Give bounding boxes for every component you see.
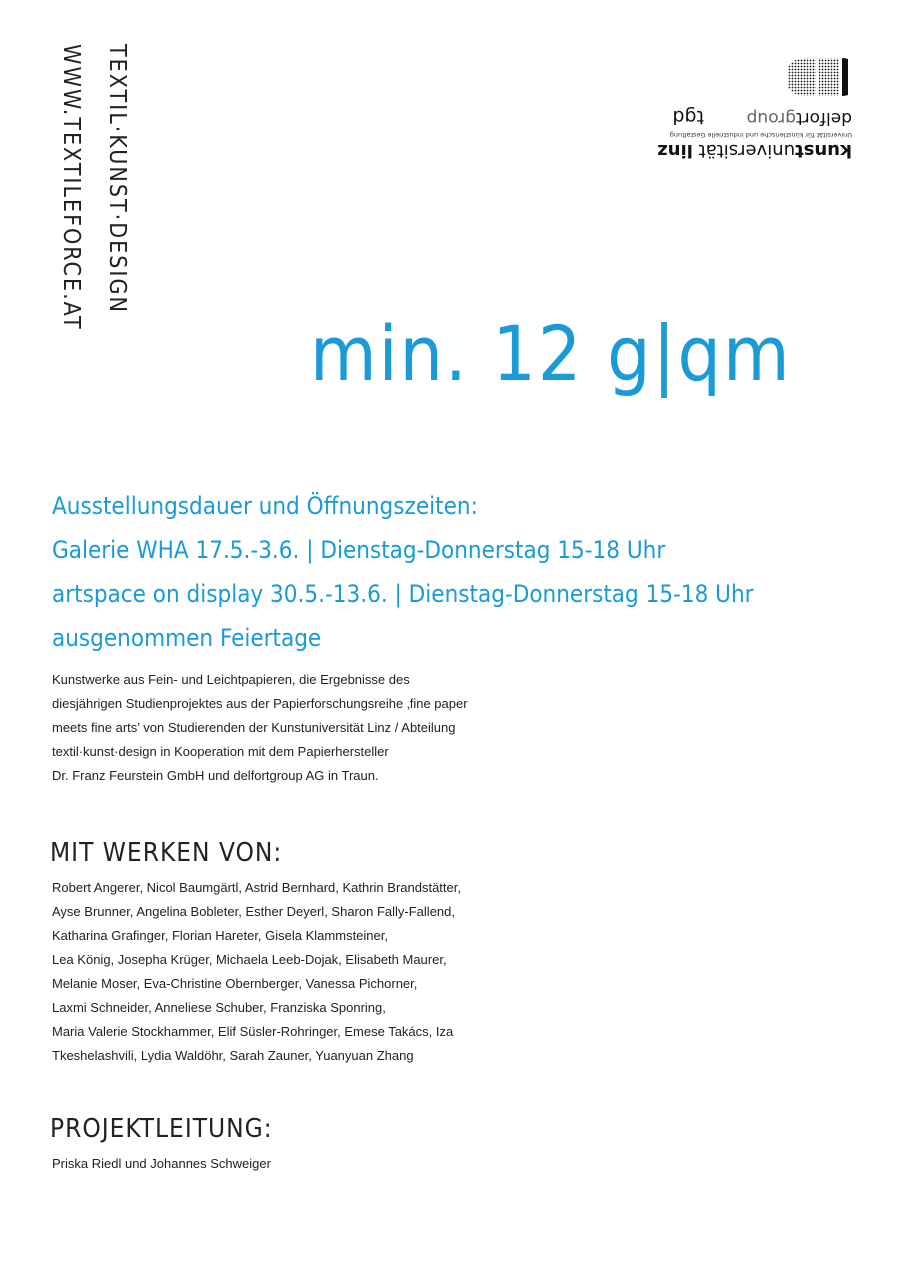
hours-artspace: artspace on display 30.5.-13.6. | Dienstag-Donnerstag 15-18 Uhr bbox=[52, 580, 754, 608]
side-text-textil-kunst-design: TEXTIL·KUNST·DESIGN bbox=[104, 44, 130, 314]
artists-line: Lea König, Josepha Krüger, Michaela Leeb-Dojak, Elisabeth Maurer, bbox=[52, 952, 447, 967]
sponsor-logos bbox=[612, 40, 852, 160]
artists-line: Katharina Grafinger, Florian Hareter, Gisela Klammsteiner, bbox=[52, 928, 388, 943]
delfortgroup-wordmark bbox=[747, 108, 852, 128]
artists-line: Tkeshelashvili, Lydia Waldöhr, Sarah Zauner, Yuanyuan Zhang bbox=[52, 1048, 414, 1063]
opening-hours bbox=[52, 484, 872, 660]
project-lead-heading: PROJEKTLEITUNG: bbox=[50, 1114, 273, 1144]
description-line: diesjährigen Studienprojektes aus der Papierforschungsreihe ‚fine paper bbox=[52, 696, 468, 711]
artists-line: Maria Valerie Stockhammer, Elif Süsler-Rohringer, Emese Takács, Iza bbox=[52, 1024, 454, 1039]
hours-galerie-wha: Galerie WHA 17.5.-3.6. | Dienstag-Donnerstag 15-18 Uhr bbox=[52, 536, 666, 564]
artists-list bbox=[52, 876, 492, 1068]
artists-line: Robert Angerer, Nicol Baumgärtl, Astrid Bernhard, Kathrin Brandstätter, bbox=[52, 880, 461, 895]
kunstuni-subtitle: Universität für künstlerische und industrielle Gestaltung bbox=[669, 131, 852, 139]
delfortgroup-logo bbox=[612, 48, 852, 128]
hours-heading: Ausstellungsdauer und Öffnungszeiten: bbox=[52, 492, 478, 520]
description-paragraph bbox=[52, 668, 512, 788]
description-line: meets fine arts’ von Studierenden der Kunstuniversität Linz / Abteilung bbox=[52, 720, 456, 735]
description-line: Kunstwerke aus Fein- und Leichtpapieren, die Ergebnisse des bbox=[52, 672, 410, 687]
linz-label: linz bbox=[657, 140, 693, 161]
artists-heading: MIT WERKEN VON: bbox=[50, 838, 283, 868]
artists-line: Ayse Brunner, Angelina Bobleter, Esther Deyerl, Sharon Fally-Fallend, bbox=[52, 904, 455, 919]
kunst-label: kunst bbox=[795, 140, 852, 161]
universitaet-label: universität bbox=[698, 140, 796, 161]
project-lead-names: Priska Riedl und Johannes Schweiger bbox=[52, 1156, 271, 1171]
group-label: group bbox=[746, 108, 796, 128]
description-line: Dr. Franz Feurstein GmbH und delfortgroup AG in Traun. bbox=[52, 768, 379, 783]
side-text-website: WWW.TEXTILEFORCE.AT bbox=[58, 44, 84, 331]
delfort-label: delfort bbox=[795, 108, 852, 128]
artists-line: Melanie Moser, Eva-Christine Obernberger, Vanessa Pichorner, bbox=[52, 976, 418, 991]
description-line: textil·kunst·design in Kooperation mit dem Papierhersteller bbox=[52, 744, 389, 759]
kunstuniversitaet-logo bbox=[612, 131, 852, 160]
exhibition-title: min. 12 g|qm bbox=[310, 309, 792, 398]
artists-line: Laxmi Schneider, Anneliese Schuber, Franziska Sponring, bbox=[52, 1000, 386, 1015]
tgd-wordmark: tgd bbox=[672, 106, 704, 128]
kunstuni-wordmark bbox=[612, 140, 852, 160]
delfort-mark-icon bbox=[788, 56, 848, 98]
hours-holidays: ausgenommen Feiertage bbox=[52, 624, 322, 652]
